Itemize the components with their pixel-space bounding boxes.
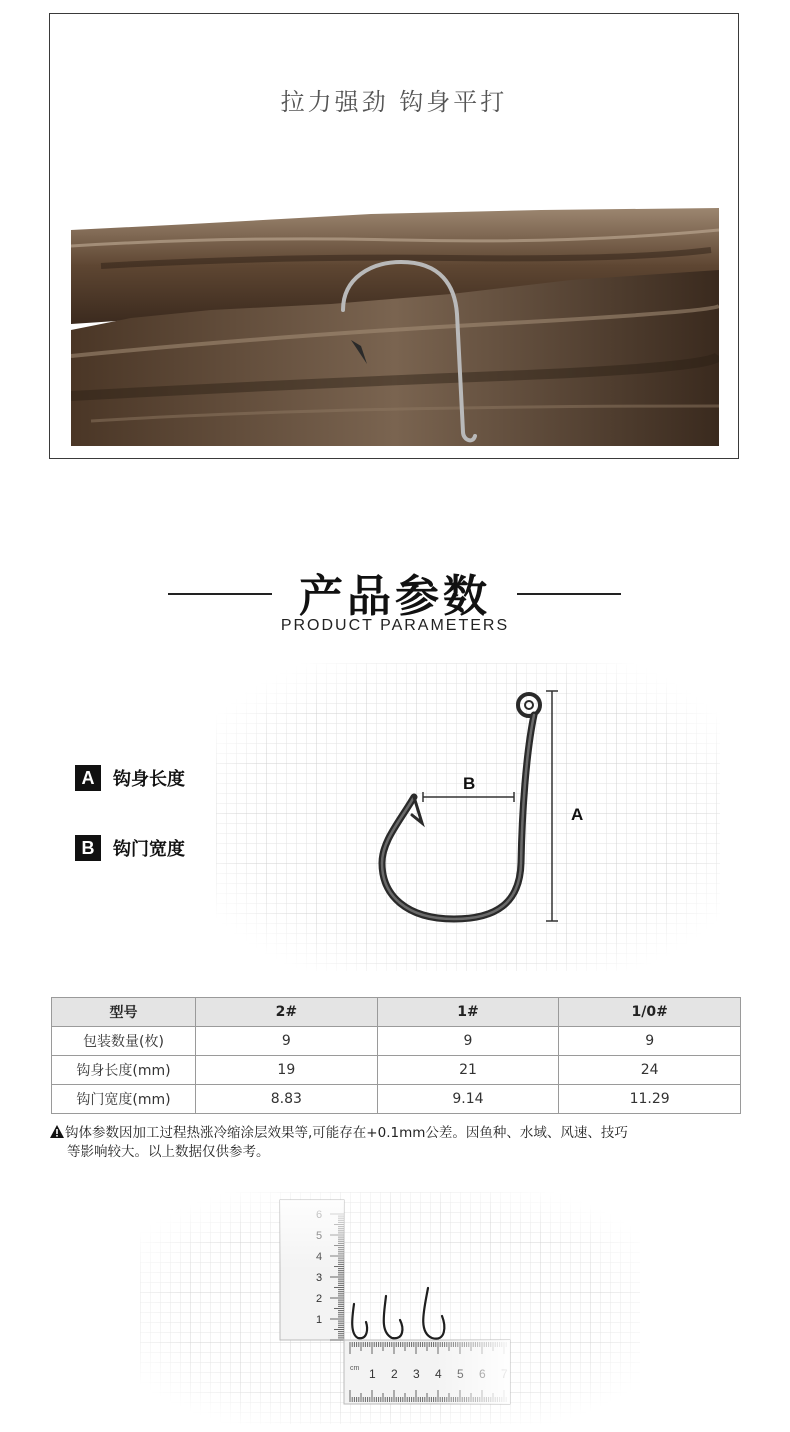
table-header-row <box>52 998 741 1027</box>
param-badge-b: B <box>75 835 101 861</box>
header-model: 型号 <box>52 998 196 1027</box>
warning-icon <box>49 1125 65 1138</box>
table-cell: 21 <box>377 1056 559 1085</box>
ruler-unit: cm <box>350 1365 360 1372</box>
vertical-ruler <box>280 1200 344 1340</box>
row-label: 钩身长度(mm) <box>52 1056 196 1085</box>
header-size-2: 2# <box>196 998 378 1027</box>
param-gap-width <box>75 835 185 861</box>
param-hook-length <box>75 765 185 791</box>
header-size-1-0: 1/0# <box>559 998 741 1027</box>
hook-dimension-diagram <box>216 663 720 971</box>
section-subtitle: PRODUCT PARAMETERS <box>280 617 510 634</box>
table-cell: 19 <box>196 1056 378 1085</box>
horizontal-ruler <box>344 1340 510 1404</box>
row-label: 包装数量(枚) <box>52 1027 196 1056</box>
table-row <box>52 1085 741 1114</box>
table-row <box>52 1027 741 1056</box>
table-cell: 8.83 <box>196 1085 378 1114</box>
table-cell: 24 <box>559 1056 741 1085</box>
section-title: 产品参数 <box>299 571 491 622</box>
hook-in-wood-photo <box>71 206 719 446</box>
table-row <box>52 1056 741 1085</box>
note-line-2: 等影响较大。以上数据仅供参考。 <box>67 1144 270 1160</box>
section-heading <box>0 560 790 624</box>
hooks-on-ruler-photo <box>140 1192 640 1424</box>
note-line-1: 钩体参数因加工过程热涨冷缩涂层效果等,可能存在+0.1mm公差。因鱼种、水域、风速、技巧 <box>65 1125 628 1141</box>
table-cell: 9 <box>196 1027 378 1056</box>
hero-title: 拉力强劲 钩身平打 <box>280 88 508 116</box>
table-cell: 9 <box>559 1027 741 1056</box>
param-label-a: 钩身长度 <box>113 769 185 790</box>
param-badge-a: A <box>75 765 101 791</box>
header-size-1: 1# <box>377 998 559 1027</box>
row-label: 钩门宽度(mm) <box>52 1085 196 1114</box>
table-cell: 9 <box>377 1027 559 1056</box>
dimension-a-label: A <box>571 805 584 824</box>
table-cell: 9.14 <box>377 1085 559 1114</box>
spec-table <box>51 997 741 1114</box>
tolerance-note <box>49 1124 729 1162</box>
table-cell: 11.29 <box>559 1085 741 1114</box>
param-label-b: 钩门宽度 <box>113 839 185 860</box>
hero-banner <box>49 13 739 459</box>
dimension-b-label: B <box>463 774 476 793</box>
